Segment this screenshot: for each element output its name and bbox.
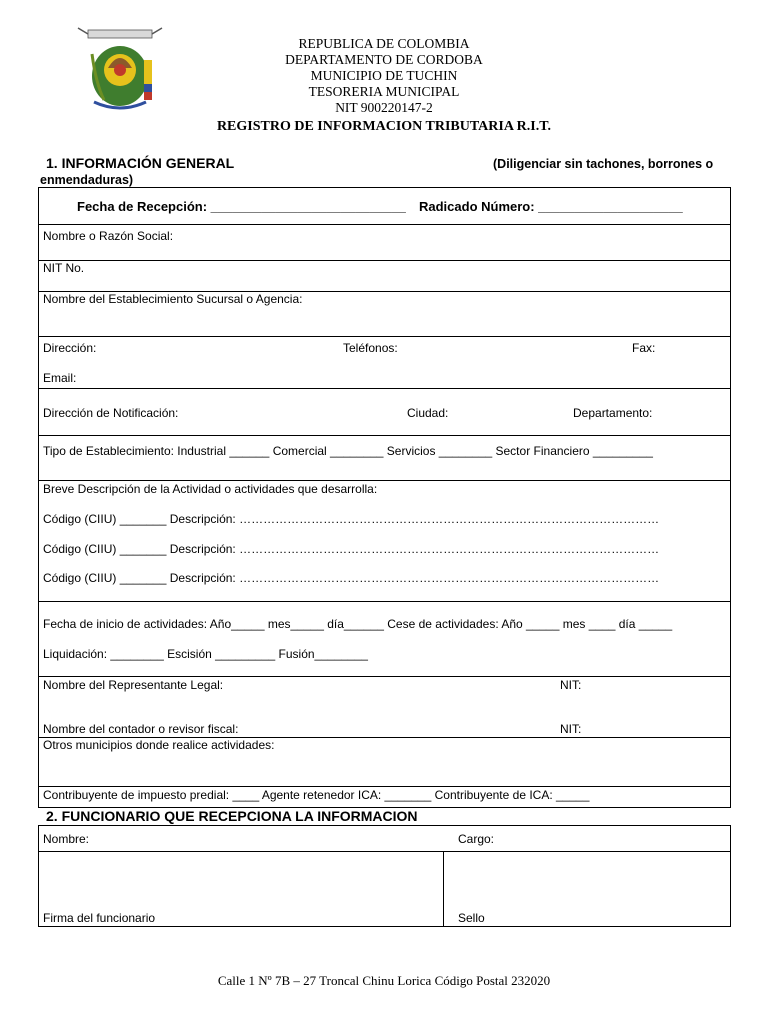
email-field[interactable]: Email: xyxy=(43,371,77,385)
fecha-recepcion-field[interactable]: Fecha de Recepción: ___________________________ xyxy=(77,199,406,214)
telefonos-field[interactable]: Teléfonos: xyxy=(343,341,398,355)
nit-contador-field[interactable]: NIT: xyxy=(560,722,582,736)
sello-field[interactable]: Sello xyxy=(458,911,485,925)
radicado-numero-field[interactable]: Radicado Número: ____________________ xyxy=(419,199,683,214)
breve-descripcion-label: Breve Descripción de la Actividad o actividades que desarrolla: xyxy=(43,482,378,496)
liquidacion-field[interactable]: Liquidación: ________ Escisión _________ Fusión________ xyxy=(43,647,368,661)
otros-municipios-field[interactable]: Otros municipios donde realice actividades: xyxy=(43,738,275,752)
ciudad-field[interactable]: Ciudad: xyxy=(407,406,449,420)
header-department: DEPARTAMENTO DE CORDOBA xyxy=(285,52,483,67)
header-nit: NIT 900220147-2 xyxy=(335,100,433,115)
codigo-ciiu-row-3[interactable]: Código (CIIU) _______ Descripción: …………………………………………………………………………………………… xyxy=(43,571,660,585)
nit-no-field[interactable]: NIT No. xyxy=(43,261,85,275)
document-title: REGISTRO DE INFORMACION TRIBUTARIA R.I.T. xyxy=(216,119,552,134)
representante-legal-field[interactable]: Nombre del Representante Legal: xyxy=(43,678,224,692)
fax-field[interactable]: Fax: xyxy=(632,341,656,355)
contador-field[interactable]: Nombre del contador o revisor fiscal: xyxy=(43,722,239,736)
nit-representante-field[interactable]: NIT: xyxy=(560,678,582,692)
nombre-razon-social-field[interactable]: Nombre o Razón Social: xyxy=(43,229,174,243)
funcionario-cargo-field[interactable]: Cargo: xyxy=(458,832,495,846)
header-country: REPUBLICA DE COLOMBIA xyxy=(298,36,470,51)
footer-address: Calle 1 Nº 7B – 27 Troncal Chinu Lorica Código Postal 232020 xyxy=(217,973,551,988)
direccion-notificacion-field[interactable]: Dirección de Notificación: xyxy=(43,406,179,420)
section1-title: 1. INFORMACIÓN GENERAL xyxy=(46,155,235,171)
header-municipality: MUNICIPIO DE TUCHIN xyxy=(310,68,458,83)
header-treasury: TESORERIA MUNICIPAL xyxy=(308,84,460,99)
contribuyente-field[interactable]: Contribuyente de impuesto predial: ____ Agente retenedor ICA: _______ Contribuyente de ICA: _____ xyxy=(43,788,590,802)
section1-note: (Diligenciar sin tachones, borrones o xyxy=(493,157,714,171)
section2-title: 2. FUNCIONARIO QUE RECEPCIONA LA INFORMACION xyxy=(46,808,418,824)
codigo-ciiu-row-2[interactable]: Código (CIIU) _______ Descripción: …………………………………………………………………………………………… xyxy=(43,542,660,556)
tipo-establecimiento-field[interactable]: Tipo de Establecimiento: Industrial ______ Comercial ________ Servicios ________ Sector Financiero _________ xyxy=(43,444,653,458)
funcionario-nombre-field[interactable]: Nombre: xyxy=(43,832,90,846)
departamento-field[interactable]: Departamento: xyxy=(573,406,653,420)
establecimiento-field[interactable]: Nombre del Establecimiento Sucursal o Agencia: xyxy=(43,292,303,306)
firma-funcionario-field[interactable]: Firma del funcionario xyxy=(43,911,156,925)
direccion-field[interactable]: Dirección: xyxy=(43,341,97,355)
codigo-ciiu-row-1[interactable]: Código (CIIU) _______ Descripción: …………………………………………………………………………………………… xyxy=(43,512,660,526)
section1-note-cont: enmendaduras) xyxy=(40,173,134,187)
general-info-table xyxy=(38,187,731,808)
fecha-inicio-field[interactable]: Fecha de inicio de actividades: Año_____ mes_____ día______ Cese de actividades: Año _____ mes ____ día _____ xyxy=(43,617,673,631)
